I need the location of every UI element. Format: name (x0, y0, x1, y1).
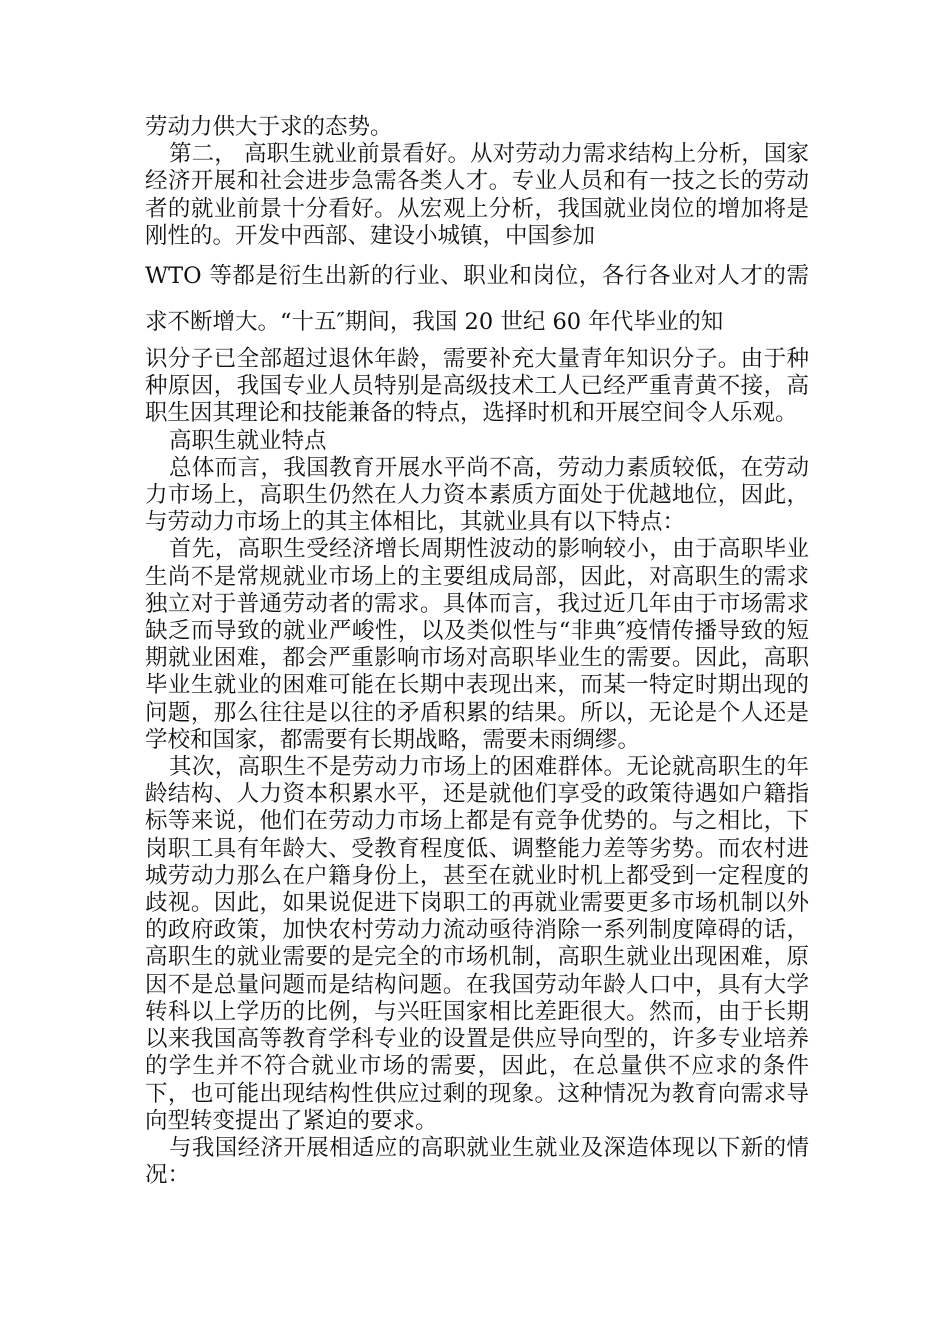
paragraph-wto-demand: WTO 等都是衍生出新的行业、职业和岗位，各行各业对人才的需求不断增大。“十五″期间，我国 20 世纪 60 年代毕业的知 (145, 263, 809, 336)
paragraph-employment-prospects: 第二， 高职生就业前景看好。从对劳动力需求结构上分析，国家经济开展和社会进步急需各类人才。专业人员和有一技之长的劳动者的就业前景十分看好。从宏观上分析，我国就业岗位的增加将是刚性的。开发中西部、建设小城镇，中国参加 (145, 141, 809, 249)
paragraph-new-situation: 与我国经济开展相适应的高职就业生就业及深造体现以下新的情况： (145, 1134, 809, 1189)
paragraph-overview: 总体而言，我国教育开展水平尚不高，劳动力素质较低，在劳动力市场上，高职生仍然在人力资本素质方面处于优越地位，因此，与劳动力市场上的其主体相比，其就业具有以下特点： (145, 454, 809, 536)
paragraph-first-point: 首先，高职生受经济增长周期性波动的影响较小，由于高职毕业生尚不是常规就业市场上的主要组成局部，因此，对高职生的需求独立对于普通劳动者的需求。具体而言，我过近几年由于市场需求缺乏而导致的就业严峻性，以及类似性与“非典″疫情传播导致的短期就业困难，都会严重影响市场对高职毕业生的需要。因此，高职毕业生就业的困难可能在长期中表现出来，而某一特定时期出现的问题，那么往往是以往的矛盾积累的结果。所以，无论是个人还是学校和国家，都需要有长期战略，需要未雨绸缪。 (145, 536, 809, 753)
paragraph-second-point: 其次，高职生不是劳动力市场上的困难群体。无论就高职生的年龄结构、人力资本积累水平，还是就他们享受的政策待遇如户籍指标等来说，他们在劳动力市场上都是有竞争优势的。与之相比，下岗职工具有年龄大、受教育程度低、调整能力差等劣势。而农村进城劳动力那么在户籍身份上，甚至在就业时机上都受到一定程度的歧视。因此，如果说促进下岗职工的再就业需要更多市场机制以外的政府政策，加快农村劳动力流动亟待消除一系列制度障碍的话，高职生的就业需要的是完全的市场机制，高职生就业出现困难，原因不是总量问题而是结构问题。在我国劳动年龄人口中，具有大学转科以上学历的比例，与兴旺国家相比差距很大。然而，由于长期以来我国高等教育学科专业的设置是供应导向型的，许多专业培养的学生并不符合就业市场的需要，因此，在总量供不应求的条件下，也可能出现结构性供应过剩的现象。这种情况为教育向需求导向型转变提出了紧迫的要求。 (145, 754, 809, 1134)
document-body (145, 114, 809, 1189)
section-heading-employment-features: 高职生就业特点 (169, 427, 327, 454)
paragraph-continuation: 劳动力供大于求的态势。 (145, 114, 393, 140)
paragraph-retirement-shortage: 识分子已全部超过退休年龄，需要补充大量青年知识分子。由于种种原因，我国专业人员特别是高级技术工人已经严重青黄不接，高职生因其理论和技能兼备的特点，选择时机和开展空间令人乐观。 (145, 346, 809, 427)
